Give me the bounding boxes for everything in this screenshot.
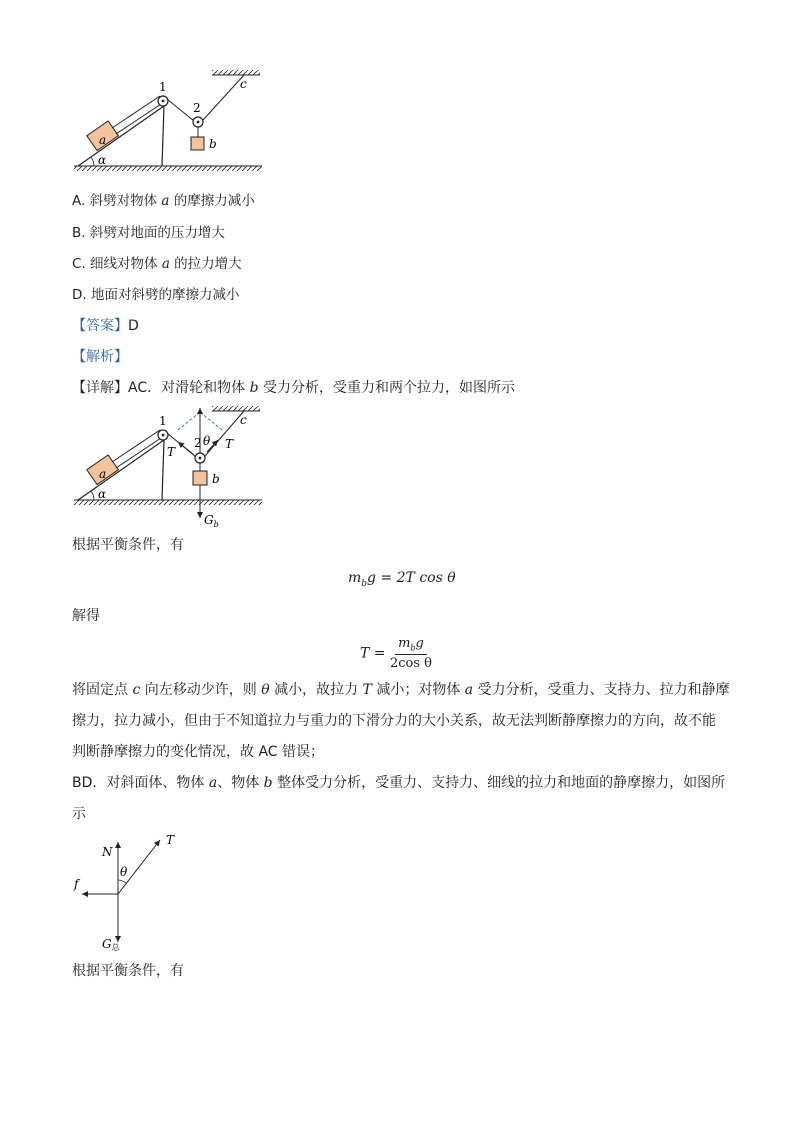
para2-line2: 示 xyxy=(72,806,86,822)
detail-line: 【详解】AC．对滑轮和物体 b 受力分析，受重力和两个拉力，如图所示 xyxy=(72,380,515,396)
label-a: a xyxy=(99,133,107,147)
analysis-heading: 【解析】 xyxy=(72,349,128,365)
fig2-label-c: c xyxy=(240,413,247,427)
balance-text-2: 根据平衡条件，有 xyxy=(72,963,184,979)
fig2-label-G: $G_b$ xyxy=(204,513,219,529)
fig3-label-theta: θ xyxy=(120,865,128,879)
para2-line1: BD．对斜面体、物体 a、物体 b 整体受力分析，受重力、支持力、细线的拉力和地面的静摩擦力，如图所 xyxy=(72,775,726,791)
fig2-label-T-right: T xyxy=(225,437,234,451)
balance-text-1: 根据平衡条件，有 xyxy=(72,537,184,553)
label-c: c xyxy=(240,77,247,91)
fig2-label-2: 2 xyxy=(194,436,202,450)
figure-force-analysis-pulley xyxy=(72,402,272,530)
equation-1: $m_bg = 2T$ cos θ xyxy=(348,570,456,589)
label-alpha: α xyxy=(98,153,107,167)
label-b: b xyxy=(209,137,217,151)
fig2-label-a: a xyxy=(99,467,107,481)
fig2-label-1: 1 xyxy=(159,414,167,428)
block-b xyxy=(191,137,204,150)
option-b: B. 斜劈对地面的压力增大 xyxy=(72,225,225,241)
option-d: D. 地面对斜劈的摩擦力减小 xyxy=(72,287,240,303)
fig2-label-T-left: T xyxy=(167,445,176,459)
solve-text: 解得 xyxy=(72,608,100,624)
figure-whole-force-diagram xyxy=(72,830,192,954)
fig3-label-T: T xyxy=(166,833,175,847)
equation-2: T = $\frac{m_bg}{\text{2cos θ}}$ xyxy=(360,636,432,671)
fig3-label-G: G总 xyxy=(102,937,120,952)
fig2-label-b: b xyxy=(212,472,220,486)
para1-line3: 判断静摩擦力的变化情况，故 AC 错误； xyxy=(72,744,325,760)
fig3-label-f: f xyxy=(74,877,79,891)
para1-line2: 擦力，拉力减小，但由于不知道拉力与重力的下滑分力的大小关系，故无法判断静摩擦力的方向，故不能 xyxy=(72,713,716,729)
figure-incline-pulley xyxy=(72,66,272,174)
para1-line1: 将固定点 c 向左移动少许，则 θ 减小，故拉力 T 减小；对物体 a 受力分析，受重力、支持力、拉力和静摩 xyxy=(72,682,730,698)
fig2-label-alpha: α xyxy=(98,487,107,501)
label-1: 1 xyxy=(159,80,167,94)
label-2: 2 xyxy=(193,101,201,115)
fig3-label-N: N xyxy=(102,845,113,859)
fig2-label-theta: θ xyxy=(203,434,211,448)
ceiling xyxy=(212,70,260,75)
option-a: A. 斜劈对物体 a 的摩擦力减小 xyxy=(72,193,255,209)
answer: 【答案】D xyxy=(72,318,139,334)
option-c: C. 细线对物体 a 的拉力增大 xyxy=(72,256,242,272)
